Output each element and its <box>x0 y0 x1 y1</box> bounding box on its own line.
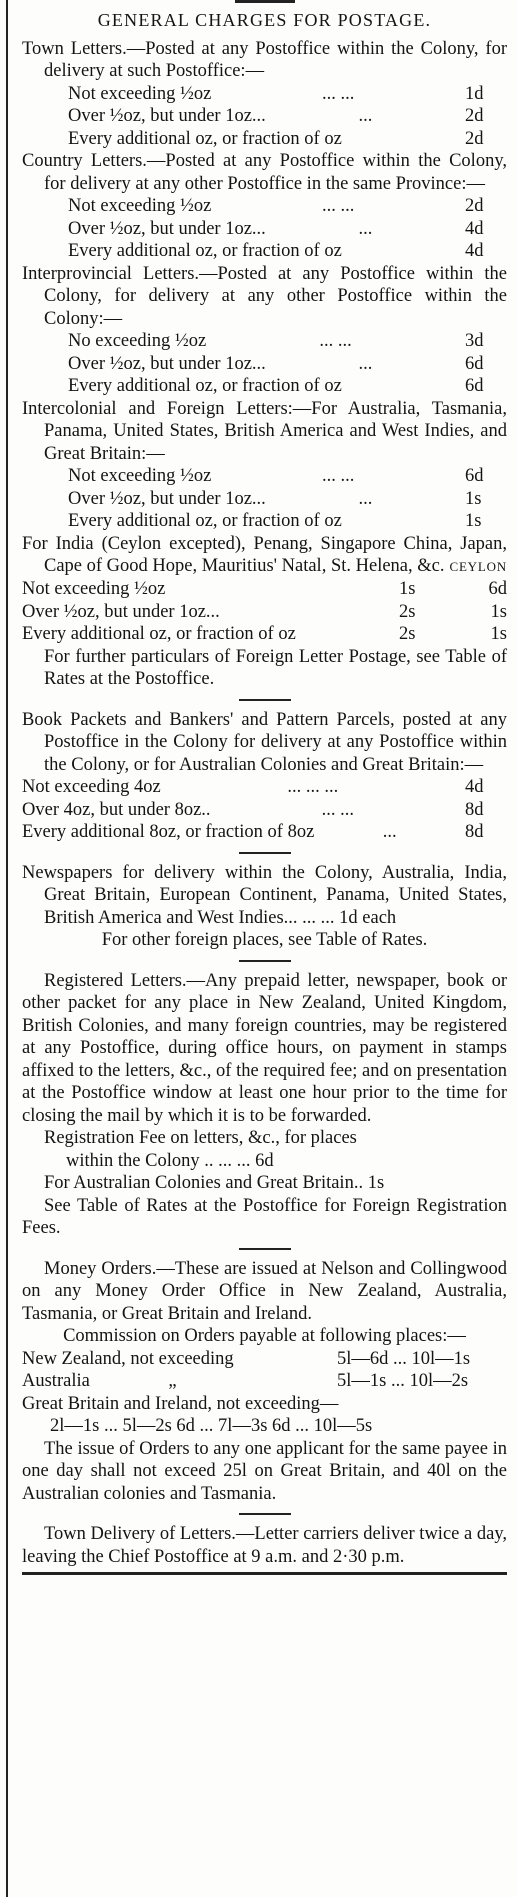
intercolonial-rates <box>22 465 507 533</box>
rate-row: New Zealand, not exceeding 5l—6d ... 10l—1s <box>22 1348 471 1369</box>
town-delivery: Town Delivery of Letters.—Letter carriers deliver twice a day, leaving the Chief Postoffice at 9 a.m. and 2·30 p.m. <box>22 1524 507 1567</box>
india-intro: For India (Ceylon excepted), Penang, Singapore China, Japan, Cape of Good Hope, Mauritius' Natal, St. Helena, &c. <box>22 533 507 576</box>
rate-row: Every additional oz, or fraction of oz 4d <box>68 241 484 261</box>
registration-fee-colony: within the Colony .. ... ... 6d <box>66 1150 274 1171</box>
newspapers-intro: Newspapers for delivery within the Colony, Australia, India, Great Britain, European Continent, Panama, United States, British America and West Indies... ... ... 1d each <box>22 862 507 928</box>
page-title: GENERAL CHARGES FOR POSTAGE. <box>97 10 432 30</box>
rate-row: Every additional 8oz, or fraction of 8oz ... 8d <box>22 822 484 842</box>
top-rule <box>235 0 295 3</box>
rate-row: Not exceeding 4oz ... ... ... 4d <box>22 777 484 797</box>
separator-rule <box>239 960 291 962</box>
separator-rule <box>239 699 291 701</box>
rate-row: Not exceeding ½oz ... ... 1d <box>68 83 484 104</box>
money-order-limit: The issue of Orders to any one applicant for the same payee in one day shall not exceed 25l on Great Britain, and 40l on the Australian colonies and Tasmania. <box>22 1438 507 1504</box>
rate-row: Over ½oz, but under 1oz... ... 1s <box>68 488 482 509</box>
rate-row: Over ½oz, but under 1oz... ... 4d <box>68 218 484 239</box>
separator-rule <box>239 1513 291 1515</box>
rate-row: Over ½oz, but under 1oz... ... 6d <box>68 353 484 374</box>
foreign-postage-note: For further particulars of Foreign Letter Postage, see Table of Rates at the Postoffice. <box>44 646 507 689</box>
book-packets-intro: Book Packets and Bankers' and Pattern Parcels, posted at any Postoffice in the Colony for delivery at any Postoffice within the Colony, or for Australian Colonies and Great Britain:— <box>22 709 507 775</box>
separator-rule <box>239 852 291 854</box>
great-britain-rates: 2l—1s ... 5l—2s 6d ... 7l—3s 6d ... 10l—5s <box>50 1416 373 1436</box>
registration-fee-line: Registration Fee on letters, &c., for places <box>44 1128 357 1148</box>
interprovincial-rates <box>22 330 507 398</box>
money-order-rates <box>22 1348 507 1393</box>
rate-row: Over 4oz, but under 8oz.. ... ... 8d <box>22 799 484 820</box>
registration-note: See Table of Rates at the Postoffice for Foreign Registration Fees. <box>22 1195 507 1238</box>
rate-row: No exceeding ½oz ... ... 3d <box>68 331 484 351</box>
india-rates <box>22 578 507 646</box>
town-letters-intro: Town Letters.—Posted at any Postoffice within the Colony, for delivery at such Postoffice:— <box>22 38 507 81</box>
rate-row: Australia „ 5l—1s ... 10l—2s <box>22 1371 469 1391</box>
book-packets-rates <box>22 776 507 844</box>
rate-row: Over ½oz, but under 1oz... ... 2d <box>68 106 484 126</box>
registered-letters-intro: Registered Letters.—Any prepaid letter, newspaper, book or other packet for any place in New Zealand, United Kingdom, British Colonies, and many foreign countries, may be registered at any Postoffice, during office hours, on payment in stamps affixed to the letters, &c., of the required fee; and on presentation at the Postoffice window at least one hour prior to the time for closing the mail by which it is to be forwarded. <box>22 970 507 1126</box>
money-orders-intro: Money Orders.—These are issued at Nelson and Collingwood on any Money Order Office in New Zealand, Australia, Tasmania, or Great Britain and Ireland. <box>22 1258 507 1324</box>
rate-row: Every additional oz, or fraction of oz 2s 1s <box>22 624 507 644</box>
rate-row: Every additional oz, or fraction of oz 6d <box>68 376 484 396</box>
rate-row: Not exceeding ½oz ... ... 6d <box>68 466 484 486</box>
rate-row: Every additional oz, or fraction of oz 2d <box>68 128 484 149</box>
great-britain-line: Great Britain and Ireland, not exceeding— <box>22 1393 339 1414</box>
commission-heading: Commission on Orders payable at following places:— <box>63 1326 466 1346</box>
intercolonial-intro: Intercolonial and Foreign Letters:—For Australia, Tasmania, Panama, United States, British America and West Indies, and Great Britain:— <box>22 398 507 464</box>
column-rule <box>6 0 8 1897</box>
rate-row: Over ½oz, but under 1oz... 2s 1s <box>22 601 507 622</box>
ceylon-header: CEYLON <box>449 558 507 574</box>
rate-row: Not exceeding ½oz ... ... 2d <box>68 196 484 216</box>
separator-rule <box>239 1248 291 1250</box>
country-letters-rates <box>22 195 507 263</box>
country-letters-intro: Country Letters.—Posted at any Postoffice within the Colony, for delivery at any other Postoffice in the same Province:— <box>22 151 507 194</box>
rate-row: Not exceeding ½oz 1s 6d <box>22 579 507 599</box>
bottom-rule <box>22 1572 507 1575</box>
rate-row: Every additional oz, or fraction of oz 1s <box>68 511 482 531</box>
town-letters-rates <box>22 83 507 151</box>
interprovincial-intro: Interprovincial Letters.—Posted at any Postoffice within the Colony, for delivery at any other Postoffice within the Colony:— <box>22 263 507 329</box>
registration-fee-australia: For Australian Colonies and Great Britain.. 1s <box>44 1173 385 1193</box>
newspapers-note: For other foreign places, see Table of Rates. <box>101 930 428 950</box>
